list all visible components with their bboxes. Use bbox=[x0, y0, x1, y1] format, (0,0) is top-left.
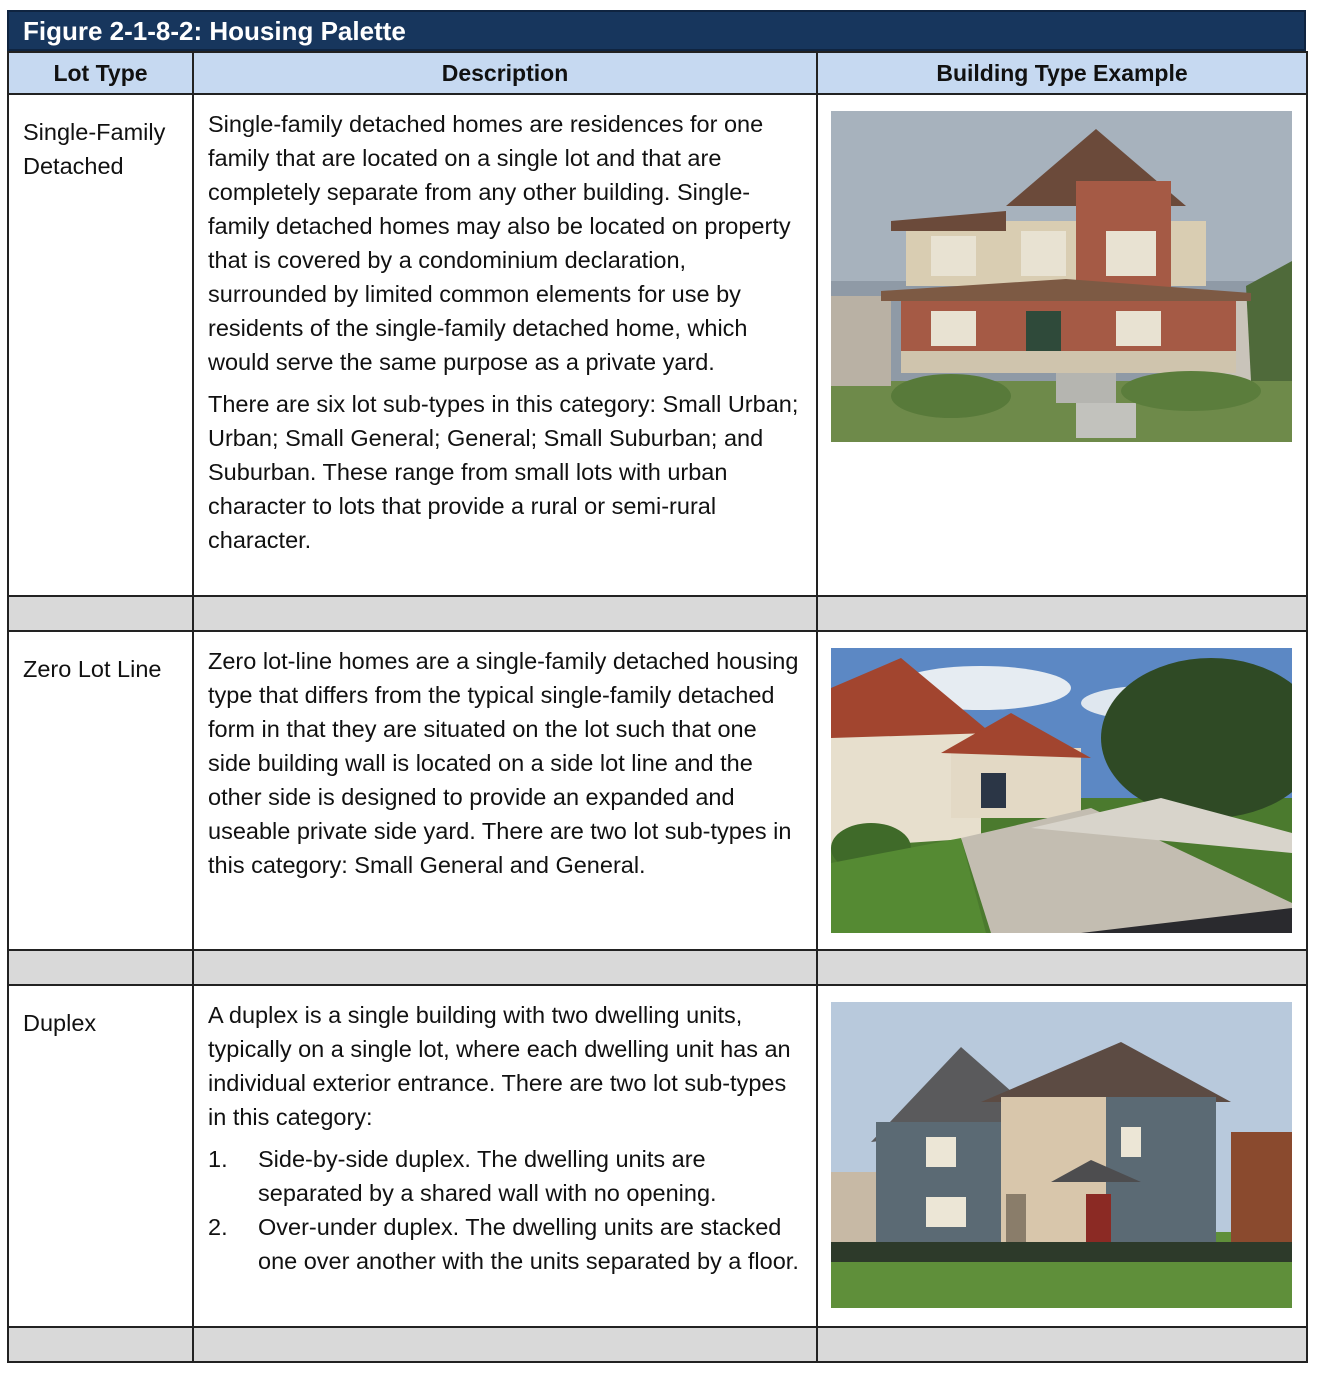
duplex-house-photo bbox=[831, 1002, 1292, 1308]
description-cell bbox=[193, 631, 817, 950]
description-paragraph: Zero lot-line homes are a single-family detached housing type that differs from the typical single-family detached form in that they are situated on the lot such that one side building wall is located on a side lot line and the other side is designed to provide an expanded and useable private side yard. There are two lot sub-types in this category: Small General and General. bbox=[208, 648, 799, 878]
single-family-house-photo bbox=[831, 111, 1292, 442]
table-row bbox=[8, 985, 1307, 1327]
description-cell bbox=[193, 985, 817, 1327]
housing-palette-figure bbox=[7, 10, 1306, 1363]
header-example: Building Type Example bbox=[817, 52, 1307, 94]
description-paragraph: There are six lot sub-types in this category: Small Urban; Urban; Small General; General; Small Suburban; and Suburban. These range from small lots with urban character to lots that provide a rural or semi-rural character. bbox=[208, 391, 799, 553]
example-cell bbox=[817, 94, 1307, 596]
spacer-row bbox=[8, 596, 1307, 631]
header-row bbox=[8, 52, 1307, 94]
list-number: 1. bbox=[208, 1146, 228, 1172]
description-cell bbox=[193, 94, 817, 596]
header-lot-type: Lot Type bbox=[8, 52, 193, 94]
list-number: 2. bbox=[208, 1214, 228, 1240]
list-text: Over-under duplex. The dwelling units are stacked one over another with the units separated by a floor. bbox=[258, 1214, 799, 1274]
example-cell bbox=[817, 631, 1307, 950]
figure-title: Figure 2-1-8-2: Housing Palette bbox=[7, 10, 1306, 51]
subtype-list bbox=[208, 1142, 802, 1278]
spacer-row bbox=[8, 1327, 1307, 1362]
zero-lot-line-house-photo bbox=[831, 648, 1292, 933]
description-paragraph: A duplex is a single building with two dwelling units, typically on a single lot, where each dwelling unit has an individual exterior entrance. There are two lot sub-types in this category: bbox=[208, 1002, 791, 1130]
lot-type-cell: Zero Lot Line bbox=[8, 631, 193, 950]
lot-type-cell: Duplex bbox=[8, 985, 193, 1327]
lot-type-cell: Single-Family Detached bbox=[8, 94, 193, 596]
housing-palette-table bbox=[7, 51, 1308, 1363]
list-text: Side-by-side duplex. The dwelling units are separated by a shared wall with no opening. bbox=[258, 1146, 717, 1206]
list-item bbox=[208, 1210, 802, 1278]
list-item bbox=[208, 1142, 802, 1210]
header-description: Description bbox=[193, 52, 817, 94]
spacer-row bbox=[8, 950, 1307, 985]
example-cell bbox=[817, 985, 1307, 1327]
description-paragraph: Single-family detached homes are residences for one family that are located on a single lot and that are completely separate from any other building. Single-family detached homes may also be located on property that is covered by a condominium declaration, surrounded by limited common elements for use by residents of the single-family detached home, which would serve the same purpose as a private yard. bbox=[208, 111, 791, 375]
table-row bbox=[8, 94, 1307, 596]
table-row bbox=[8, 631, 1307, 950]
